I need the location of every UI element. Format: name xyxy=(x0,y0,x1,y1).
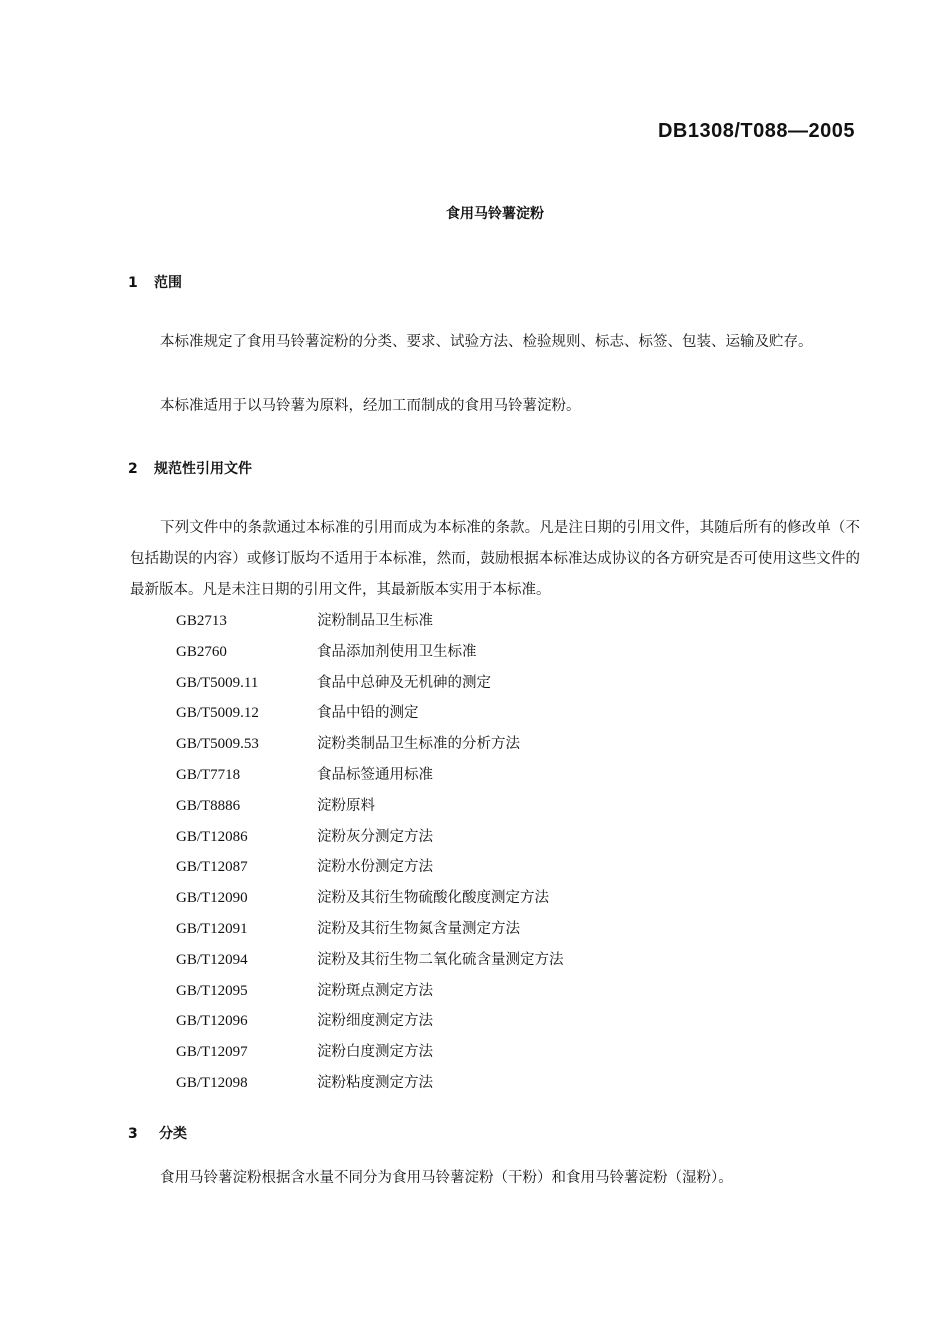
reference-name: 淀粉细度测定方法 xyxy=(317,1013,433,1030)
reference-row xyxy=(176,1068,776,1099)
section-2-heading xyxy=(128,458,252,478)
reference-code: GB2713 xyxy=(176,613,227,629)
reference-code: GB/T7718 xyxy=(176,766,241,783)
section-title: 规范性引用文件 xyxy=(154,461,252,477)
reference-code: GB/T12087 xyxy=(176,859,248,876)
reference-row xyxy=(176,822,776,853)
section-number: 3 xyxy=(128,1126,138,1142)
document-title: 食用马铃薯淀粉 xyxy=(446,206,544,222)
reference-row xyxy=(176,637,776,668)
reference-name: 淀粉原料 xyxy=(317,797,375,814)
reference-code: GB/T5009.11 xyxy=(176,674,259,691)
reference-name: 淀粉及其衍生物硫酸化酸度测定方法 xyxy=(317,890,549,907)
reference-row xyxy=(176,914,776,945)
section-title: 分类 xyxy=(159,1126,187,1142)
reference-name: 淀粉水份测定方法 xyxy=(317,859,433,876)
reference-row xyxy=(176,760,776,791)
reference-name: 淀粉类制品卫生标准的分析方法 xyxy=(317,736,520,753)
reference-name: 淀粉及其衍生物二氧化硫含量测定方法 xyxy=(317,951,564,968)
reference-row xyxy=(176,945,776,976)
section-2-paragraph-1: 下列文件中的条款通过本标准的引用而成为本标准的条款。凡是注日期的引用文件，其随后所有的修改单（不包括勘误的内容）或修订版均不适用于本标准，然而，鼓励根据本标准达成协议的各方研究是否可使用这些文件的最新版本。凡是未注日期的引用文件，其最新版本实用于本标准。 xyxy=(130,520,860,598)
reference-row xyxy=(176,883,776,914)
reference-code: GB/T12090 xyxy=(176,890,248,907)
reference-row xyxy=(176,1006,776,1037)
reference-row xyxy=(176,976,776,1007)
section-number: 1 xyxy=(128,275,138,291)
reference-row xyxy=(176,606,776,637)
reference-name: 淀粉及其衍生物氮含量测定方法 xyxy=(317,920,520,937)
reference-name: 淀粉灰分测定方法 xyxy=(317,828,433,845)
reference-code: GB/T12094 xyxy=(176,951,248,968)
reference-name: 淀粉斑点测定方法 xyxy=(317,982,433,999)
reference-code: GB/T12096 xyxy=(176,1013,248,1030)
reference-code: GB2760 xyxy=(176,643,227,660)
reference-name: 食品中总砷及无机砷的测定 xyxy=(317,674,491,691)
section-number: 2 xyxy=(128,461,138,477)
section-1-paragraph-2: 本标准适用于以马铃薯为原料，经加工而制成的食用马铃薯淀粉。 xyxy=(160,398,581,414)
section-1-heading xyxy=(128,272,182,292)
reference-row xyxy=(176,668,776,699)
reference-name: 淀粉白度测定方法 xyxy=(317,1044,433,1061)
reference-code: GB/T12095 xyxy=(176,982,248,999)
reference-row xyxy=(176,852,776,883)
reference-row xyxy=(176,1037,776,1068)
section-title: 范围 xyxy=(154,275,182,291)
reference-row xyxy=(176,729,776,760)
normative-reference-list xyxy=(176,606,776,1099)
reference-code: GB/T12086 xyxy=(176,828,248,845)
reference-code: GB/T12091 xyxy=(176,920,248,937)
section-3-heading xyxy=(128,1123,187,1143)
reference-code: GB/T12098 xyxy=(176,1074,248,1091)
reference-row xyxy=(176,791,776,822)
reference-name: 食品标签通用标准 xyxy=(317,766,433,783)
section-1-paragraph-1: 本标准规定了食用马铃薯淀粉的分类、要求、试验方法、检验规则、标志、标签、包装、运输及贮存。 xyxy=(160,334,813,350)
reference-name: 食品中铅的测定 xyxy=(317,705,419,722)
reference-code: GB/T12097 xyxy=(176,1044,248,1061)
section-3-paragraph-1: 食用马铃薯淀粉根据含水量不同分为食用马铃薯淀粉（干粉）和食用马铃薯淀粉（湿粉）。 xyxy=(160,1170,733,1186)
reference-name: 淀粉制品卫生标准 xyxy=(317,613,433,629)
reference-code: GB/T8886 xyxy=(176,797,241,814)
reference-name: 食品添加剂使用卫生标准 xyxy=(317,643,477,660)
reference-code: GB/T5009.53 xyxy=(176,736,259,753)
reference-row xyxy=(176,698,776,729)
document-code: DB1308/T088—2005 xyxy=(657,120,855,142)
reference-code: GB/T5009.12 xyxy=(176,705,259,722)
reference-name: 淀粉粘度测定方法 xyxy=(317,1074,433,1091)
